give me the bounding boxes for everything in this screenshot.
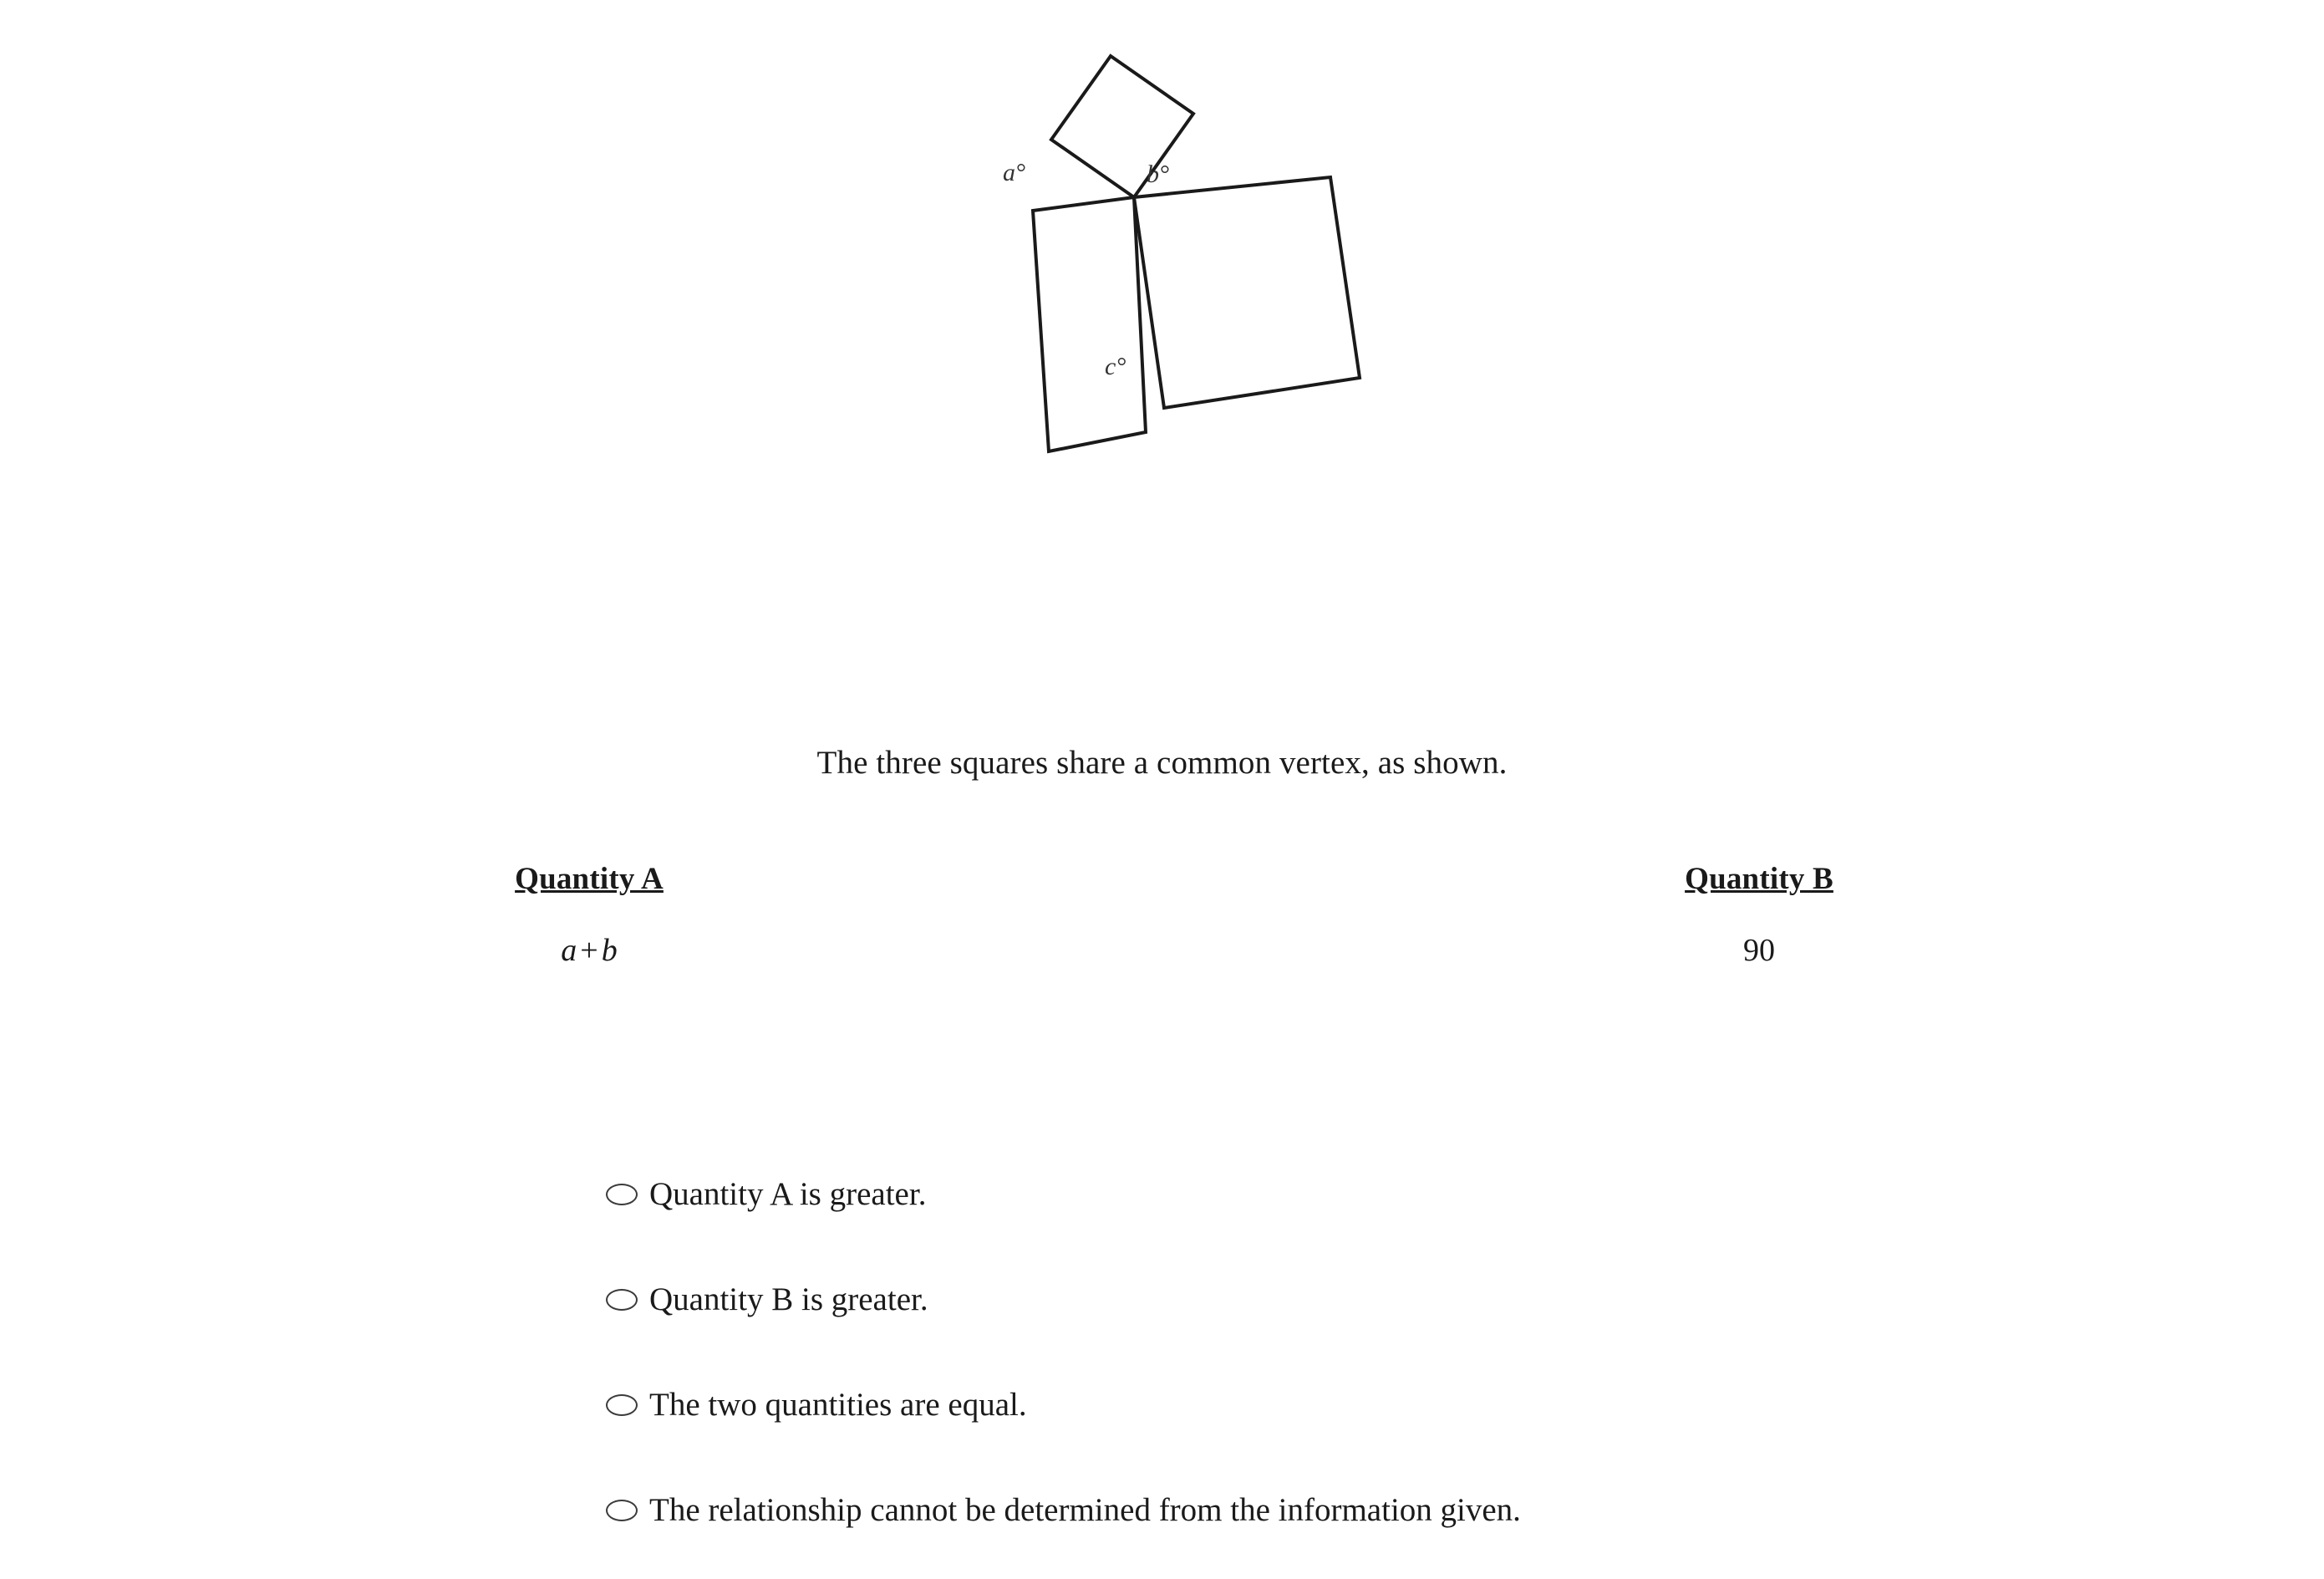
quantity-comparison: [0, 861, 2324, 995]
radio-button-icon[interactable]: [606, 1289, 638, 1311]
figure-area: [0, 0, 2324, 685]
quantity-a-term1: a: [561, 933, 577, 968]
quantity-b-header: Quantity B: [1685, 862, 1833, 896]
quantity-a-column: [297, 861, 882, 969]
quantity-a-operator: +: [580, 933, 598, 968]
square-right: [1134, 177, 1360, 408]
quantity-a-header: Quantity A: [515, 862, 664, 896]
quantity-b-value: 90: [1743, 933, 1775, 968]
option-row[interactable]: [606, 1158, 2194, 1231]
square-left: [1033, 197, 1146, 451]
quantity-a-value: [297, 932, 882, 969]
angle-label-c: c°: [1105, 353, 1126, 380]
figure-caption: The three squares share a common vertex, as shown.: [816, 745, 1508, 781]
option-label[interactable]: Quantity A is greater.: [649, 1175, 927, 1212]
option-label[interactable]: The two quantities are equal.: [649, 1386, 1027, 1423]
option-label[interactable]: The relationship cannot be determined from the information given.: [649, 1491, 1521, 1528]
answer-options: [606, 1158, 2194, 1579]
radio-button-icon[interactable]: [606, 1500, 638, 1521]
option-label[interactable]: Quantity B is greater.: [649, 1281, 928, 1317]
option-row[interactable]: [606, 1263, 2194, 1337]
radio-button-icon[interactable]: [606, 1394, 638, 1416]
option-row[interactable]: [606, 1368, 2194, 1442]
square-top: [1051, 56, 1193, 197]
three-squares-diagram: [836, 17, 1471, 669]
option-row[interactable]: [606, 1474, 2194, 1547]
radio-button-icon[interactable]: [606, 1184, 638, 1205]
angle-label-a: a°: [1003, 159, 1025, 186]
quantity-b-column: [1467, 861, 2052, 969]
quantity-a-term2: b: [601, 933, 618, 968]
angle-label-b: b°: [1147, 160, 1169, 188]
